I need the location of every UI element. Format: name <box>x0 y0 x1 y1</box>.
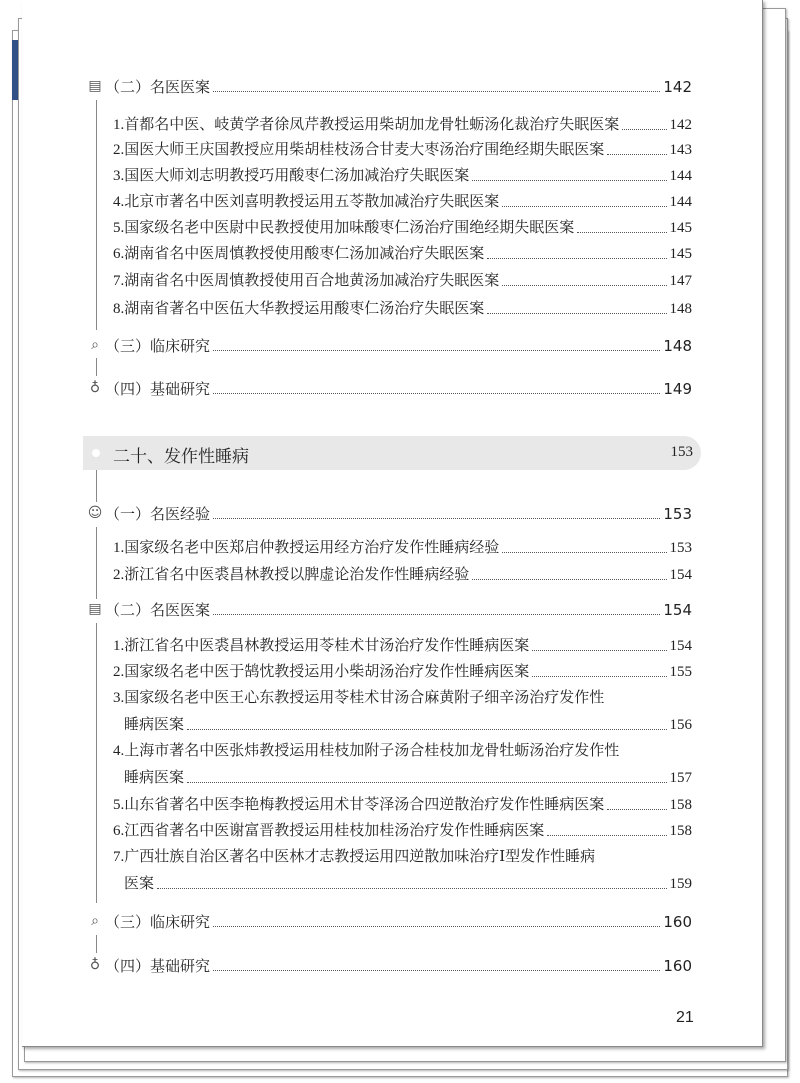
dot-leader <box>213 518 660 519</box>
entry-title: 2.浙江省名中医裘昌林教授以脾虚论治发作性睡病经验 <box>113 567 470 583</box>
microscope-icon: ♁ <box>89 957 101 973</box>
research-icon: ⌕ <box>91 913 99 929</box>
toc-entry[interactable] <box>113 163 692 185</box>
toc-entry[interactable] <box>113 112 692 134</box>
toc-entry[interactable] <box>113 189 692 211</box>
entry-title: 8.湖南省著名中医伍大华教授运用酸枣仁汤治疗失眠医案 <box>113 301 485 317</box>
entry-title: 5.山东省著名中医李艳梅教授运用术甘苓泽汤合四逆散治疗发作性睡病医案 <box>113 797 605 813</box>
toc-section-heading[interactable] <box>88 597 692 619</box>
entry-page: 142 <box>669 117 692 133</box>
dot-leader <box>502 285 666 286</box>
doctor-icon: ☺ <box>87 505 103 521</box>
page-number: 21 <box>676 1009 694 1026</box>
tree-line <box>96 358 97 376</box>
entry-page: 153 <box>663 505 692 523</box>
tree-line <box>96 623 97 903</box>
entry-title: 3.国家级名老中医王心东教授运用苓桂术甘汤合麻黄附子细辛汤治疗发作性 <box>113 690 605 706</box>
entry-title: 5.国家级名老中医尉中民教授使用加味酸枣仁汤治疗围绝经期失眠医案 <box>113 220 575 236</box>
entry-title: 1.国家级名老中医郑启仲教授运用经方治疗发作性睡病经验 <box>113 540 500 556</box>
toc-entry[interactable] <box>124 712 692 734</box>
entry-page: 145 <box>669 246 692 262</box>
entry-title: （三）临床研究 <box>105 913 211 931</box>
toc-entry[interactable] <box>113 818 692 840</box>
clipboard-icon: ▤ <box>88 78 102 94</box>
toc-entry[interactable] <box>113 215 692 237</box>
entry-page: 159 <box>669 876 692 892</box>
toc-section-heading[interactable] <box>91 333 692 355</box>
tree-line <box>96 100 97 330</box>
dot-leader <box>487 258 666 259</box>
dot-leader <box>532 650 666 651</box>
entry-page: 160 <box>663 913 692 931</box>
entry-page: 155 <box>669 664 692 680</box>
entry-page: 160 <box>663 957 692 975</box>
tree-line <box>96 527 97 599</box>
entry-title: （二）名医医案 <box>105 78 211 96</box>
research-icon: ⌕ <box>91 337 99 353</box>
entry-title: 1.浙江省名中医裘昌林教授运用苓桂术甘汤治疗发作性睡病医案 <box>113 638 530 654</box>
entry-title: 3.国医大师刘志明教授巧用酸枣仁汤加减治疗失眠医案 <box>113 168 470 184</box>
toc-entry[interactable] <box>124 871 692 893</box>
clipboard-icon: ▤ <box>88 601 102 617</box>
entry-page: 148 <box>663 337 692 355</box>
entry-page: 149 <box>663 380 692 398</box>
toc-entry[interactable] <box>113 268 692 290</box>
entry-title: 1.首都名中医、岐黄学者徐凤芹教授运用柴胡加龙骨牡蛎汤化裁治疗失眠医案 <box>113 117 620 133</box>
entry-title: 2.国家级名老中医于鹄忱教授运用小柴胡汤治疗发作性睡病医案 <box>113 664 530 680</box>
entry-title: 4.上海市著名中医张炜教授运用桂枝加附子汤合桂枝加龙骨牡蛎汤治疗发作性 <box>113 743 620 759</box>
toc-entry[interactable] <box>113 241 692 263</box>
entry-page: 154 <box>669 567 692 583</box>
entry-page: 158 <box>669 797 692 813</box>
toc-section-heading[interactable] <box>89 953 692 975</box>
dot-leader <box>213 350 660 351</box>
dot-leader <box>187 729 666 730</box>
entry-title: 睡病医案 <box>124 717 185 733</box>
entry-page: 144 <box>669 168 692 184</box>
toc-entry[interactable] <box>113 562 692 584</box>
bullet-dot <box>92 449 100 457</box>
entry-page: 147 <box>669 273 692 289</box>
entry-page: 154 <box>669 638 692 654</box>
tree-line <box>96 935 97 953</box>
toc-section-heading[interactable] <box>89 376 692 398</box>
entry-title: （四）基础研究 <box>105 957 211 975</box>
dot-leader <box>213 393 660 394</box>
entry-title: （三）临床研究 <box>105 337 211 355</box>
dot-leader <box>622 129 666 130</box>
dot-leader <box>187 782 666 783</box>
entry-page: 143 <box>669 142 692 158</box>
entry-page: 142 <box>663 78 692 96</box>
toc-entry[interactable] <box>113 296 692 318</box>
entry-page: 153 <box>669 540 692 556</box>
toc-entry[interactable] <box>113 659 692 681</box>
dot-leader <box>472 579 666 580</box>
toc-entry[interactable] <box>113 792 692 814</box>
entry-page: 144 <box>669 194 692 210</box>
entry-page: 157 <box>669 770 692 786</box>
dot-leader <box>487 313 666 314</box>
dot-leader <box>157 888 666 889</box>
entry-page: 145 <box>669 220 692 236</box>
microscope-icon: ♁ <box>89 380 101 396</box>
toc-entry[interactable] <box>113 844 692 866</box>
dot-leader <box>213 91 660 92</box>
dot-leader <box>472 180 666 181</box>
toc-entry[interactable] <box>113 738 692 760</box>
entry-page: 158 <box>669 823 692 839</box>
entry-title: 7.湖南省名中医周慎教授使用百合地黄汤加减治疗失眠医案 <box>113 273 500 289</box>
toc-entry[interactable] <box>124 765 692 787</box>
dot-leader <box>577 232 666 233</box>
dot-leader <box>607 154 666 155</box>
tree-line <box>96 470 97 502</box>
entry-title: 6.江西省著名中医谢富晋教授运用桂枝加桂汤治疗发作性睡病医案 <box>113 823 545 839</box>
entry-title: 2.国医大师王庆国教授应用柴胡桂枝汤合甘麦大枣汤治疗围绝经期失眠医案 <box>113 142 605 158</box>
dot-leader <box>502 552 666 553</box>
toc-section-heading[interactable] <box>87 501 692 523</box>
chapter-header[interactable] <box>83 436 701 470</box>
entry-title: 4.北京市著名中医刘喜明教授运用五苓散加减治疗失眠医案 <box>113 194 500 210</box>
dot-leader <box>502 206 666 207</box>
dot-leader <box>213 926 660 927</box>
toc-entry[interactable] <box>113 685 692 707</box>
chapter-page: 153 <box>670 444 693 460</box>
chapter-title: 二十、发作性睡病 <box>113 447 249 467</box>
entry-title: （一）名医经验 <box>105 505 211 523</box>
entry-title: 6.湖南省名中医周慎教授使用酸枣仁汤加减治疗失眠医案 <box>113 246 485 262</box>
dot-leader <box>213 970 660 971</box>
entry-page: 154 <box>663 601 692 619</box>
toc-entry[interactable] <box>113 137 692 159</box>
toc-section-heading[interactable] <box>88 74 692 96</box>
entry-page: 156 <box>669 717 692 733</box>
entry-title: 7.广西壮族自治区著名中医林才志教授运用四逆散加味治疗Ⅰ型发作性睡病 <box>113 849 596 865</box>
entry-page: 148 <box>669 301 692 317</box>
entry-title: 睡病医案 <box>124 770 185 786</box>
toc-section-heading[interactable] <box>91 909 692 931</box>
dot-leader <box>213 614 660 615</box>
toc-entry[interactable] <box>113 535 692 557</box>
dot-leader <box>547 835 666 836</box>
entry-title: （二）名医医案 <box>105 601 211 619</box>
dot-leader <box>532 676 666 677</box>
dot-leader <box>607 809 666 810</box>
toc-entry[interactable] <box>113 633 692 655</box>
entry-title: 医案 <box>124 876 155 892</box>
entry-title: （四）基础研究 <box>105 380 211 398</box>
